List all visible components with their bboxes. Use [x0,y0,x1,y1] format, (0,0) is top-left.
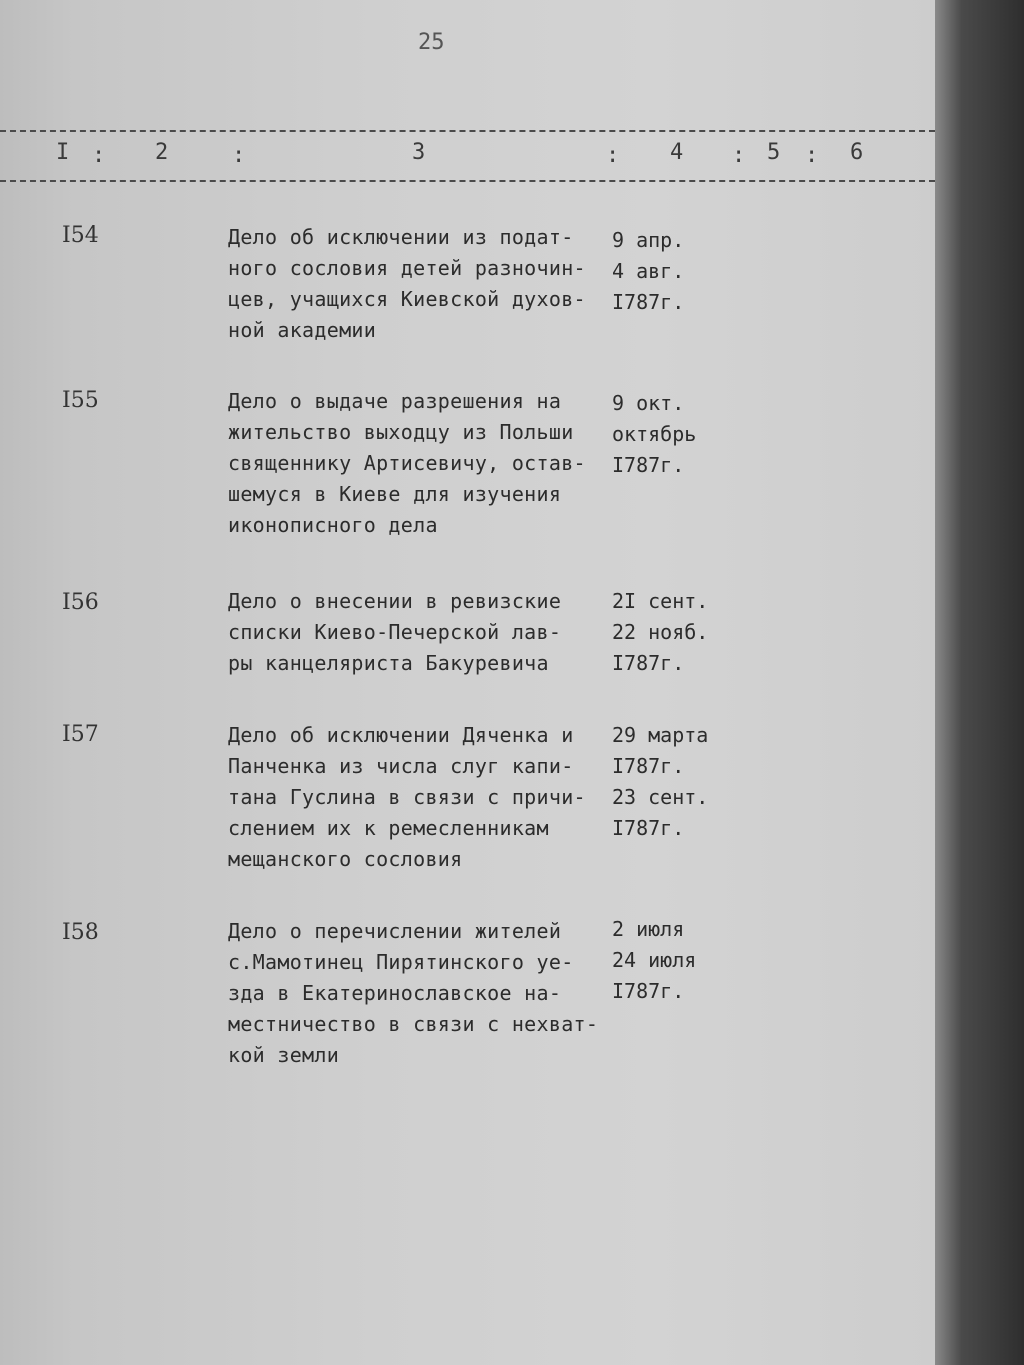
table-header-top-rule [0,130,935,132]
entry-dates [612,225,732,318]
entry-date: 9 апр. [612,228,685,252]
entry-number: I56 [62,590,99,615]
entry-title-line: священнику Артисевичу, остав- [228,451,586,475]
entry-date: 4 авг. [612,259,685,283]
entry-date: I787г. [612,754,685,778]
entry-dates [612,914,732,1007]
entry-title-line: тана Гуслина в связи с причи- [228,785,586,809]
entry-title-line: зда в Екатеринославское на- [228,981,562,1005]
entry-date: октябрь [612,422,697,446]
column-separator: : [805,143,819,168]
entry-number: I55 [62,388,99,413]
entry-title-line: списки Киево-Печерской лав- [228,620,562,644]
entry-date: 29 марта [612,723,709,747]
entry-number: I57 [62,722,99,747]
entry-date: I787г. [612,290,685,314]
entry-date: I787г. [612,453,685,477]
entry-title-line: иконописного дела [228,513,438,537]
entry-title-line: Дело о перечислении жителей [228,919,562,943]
entry-title-line: Панченка из числа слуг капи- [228,754,574,778]
entry-date: 9 окт. [612,391,685,415]
entry-title-line: Дело о выдаче разрешения на [228,389,562,413]
background-surface [935,0,1024,1365]
entry-title [228,720,613,875]
entry-title-line: Дело об исключении из подат- [228,225,574,249]
entry-title [228,222,613,346]
entry-title-line: Дело об исключении Дяченка и [228,723,574,747]
entry-title-line: жительство выходцу из Польши [228,420,574,444]
entry-date: I787г. [612,651,685,675]
entry-date: 2I сент. [612,589,709,613]
column-separator: : [92,143,106,168]
column-header-1: I [56,140,70,165]
entry-title-line: ры канцеляриста Бакуревича [228,651,549,675]
entry-date: 23 сент. [612,785,709,809]
entry-date: 22 нояб. [612,620,709,644]
entry-title-line: слением их к ремесленникам [228,816,549,840]
entry-title [228,916,613,1071]
table-header-bottom-rule [0,180,935,182]
column-separator: : [232,143,246,168]
entry-title-line: мещанского сословия [228,847,463,871]
entry-title [228,586,613,679]
entry-date: 2 июля [612,917,685,941]
entry-title [228,386,613,541]
entry-title-line: ного сословия детей разночин- [228,256,586,280]
entry-title-line: Дело о внесении в ревизские [228,589,562,613]
entry-date: 24 июля [612,948,697,972]
column-header-3: 3 [412,140,426,165]
entry-title-line: кой земли [228,1043,340,1067]
entry-dates [612,720,732,844]
column-header-2: 2 [155,140,169,165]
entry-number: I54 [62,223,99,248]
entry-dates [612,586,732,679]
entry-title-line: с.Мамотинец Пирятинского уе- [228,950,574,974]
column-separator: : [732,143,746,168]
entry-title-line: ной академии [228,318,377,342]
column-header-4: 4 [670,140,684,165]
entry-title-line: местничество в связи с нехват- [228,1012,599,1036]
entry-date: I787г. [612,816,685,840]
entry-number: I58 [62,920,99,945]
entry-date: I787г. [612,979,685,1003]
entry-dates [612,388,732,481]
page-number: 25 [418,30,445,55]
column-header-5: 5 [767,140,781,165]
entry-title-line: цев, учащихся Киевской духов- [228,287,586,311]
entry-title-line: шемуся в Киеве для изучения [228,482,562,506]
column-separator: : [606,143,620,168]
column-header-6: 6 [850,140,864,165]
